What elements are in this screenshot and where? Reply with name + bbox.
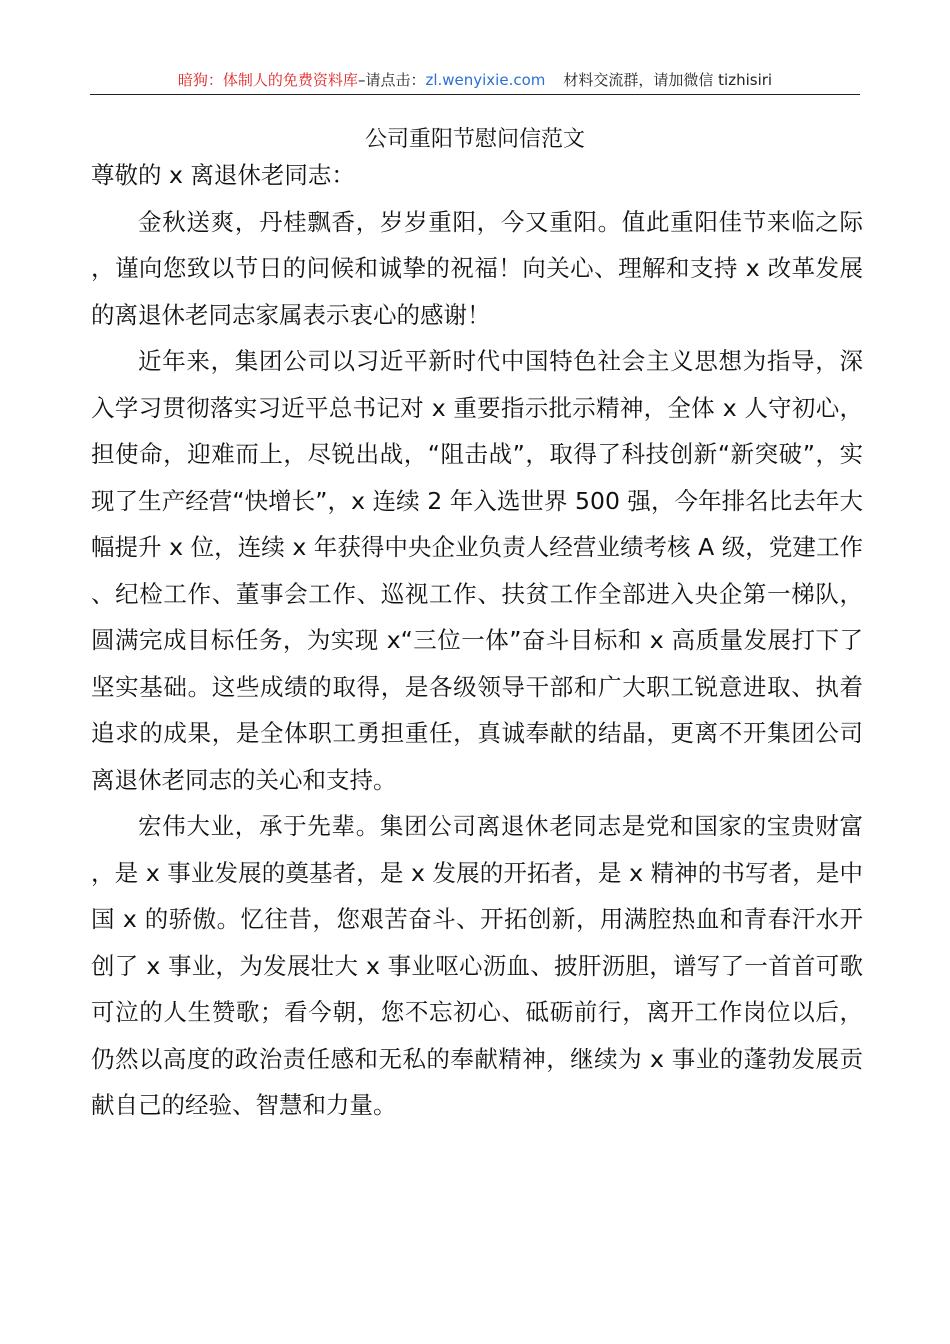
header-prompt: –请点击： xyxy=(357,71,426,89)
paragraph-3: 宏伟大业，承于先辈。集团公司离退休老同志是党和国家的宝贵财富，是 x 事业发展的奠基者，是 x 发展的开拓者，是 x 精神的书写者，是中国 x 的骄傲。忆往昔，您艰苦奋斗、开拓创新，用满腔热血和青春汗水开创了 x 事业，为发展壮大 x 事业呕心沥血、披肝沥胆，谱写了一首首可歌可泣的人生赞歌；看今朝，您不忘初心、砥砺前行，离开工作岗位以后，仍然以高度的政治责任感和无私的奉献精神，继续为 x 事业的蓬勃发展贡献自己的经验、智慧和力量。 xyxy=(91,812,863,1119)
paragraph-1: 金秋送爽，丹桂飘香，岁岁重阳，今又重阳。值此重阳佳节来临之际，谨向您致以节日的问候和诚挚的祝福！向关心、理解和支持 x 改革发展的离退休老同志家属表示衷心的感谢！ xyxy=(91,207,863,329)
document-body xyxy=(91,152,863,1129)
page-header xyxy=(90,66,860,95)
header-site-link[interactable]: zl.wenyixie.com xyxy=(425,71,546,89)
document-title: 公司重阳节慰问信范文 xyxy=(364,127,585,152)
salutation: 尊敬的 x 离退休老同志： xyxy=(91,161,355,189)
header-brand-link[interactable]: 暗狗：体制人的免费资料库 xyxy=(177,71,358,89)
header-contact: 材料交流群，请加微信 tizhisiri xyxy=(563,71,773,89)
paragraph-2: 近年来，集团公司以习近平新时代中国特色社会主义思想为指导，深入学习贯彻落实习近平总书记对 x 重要指示批示精神，全体 x 人守初心，担使命，迎难而上，尽锐出战，“阻击战”，取得了科技创新“新突破”，实现了生产经营“快增长”，x 连续 2 年入选世界 500 强，今年排名比去年大幅提升 x 位，连续 x 年获得中央企业负责人经营业绩考核 A 级，党建工作、纪检工作、董事会工作、巡视工作、扶贫工作全部进入央企第一梯队，圆满完成目标任务，为实现 x“三位一体”奋斗目标和 x 高质量发展打下了坚实基础。这些成绩的取得，是各级领导干部和广大职工锐意进取、执着追求的成果，是全体职工勇担重任，真诚奉献的结晶，更离不开集团公司离退休老同志的关心和支持。 xyxy=(91,347,863,794)
